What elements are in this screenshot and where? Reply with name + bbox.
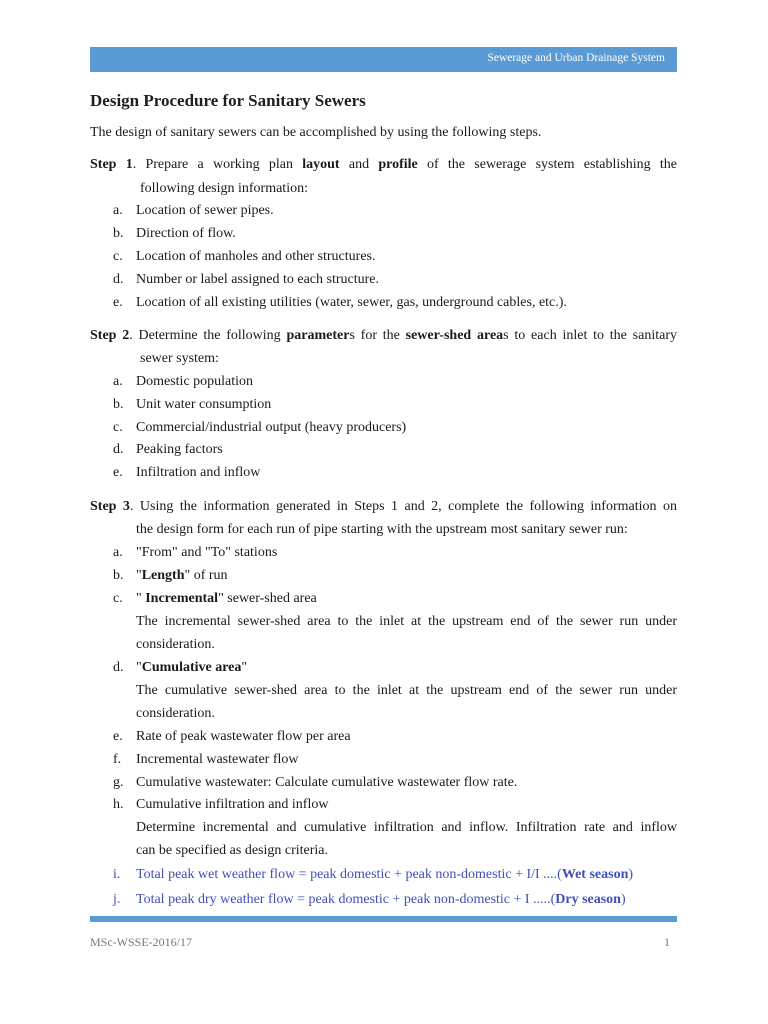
list-marker: b. (113, 397, 124, 412)
list-marker: i. (113, 867, 121, 882)
list-marker: e. (113, 465, 123, 480)
step3-continuation: the design form for each run of pipe starting with the upstream most sanitary sewer run: (136, 522, 628, 537)
footer-bar (90, 916, 677, 922)
list-marker: a. (113, 203, 123, 218)
page-number: 1 (664, 935, 670, 949)
list-item (136, 591, 317, 607)
intro-paragraph: The design of sanitary sewers can be accomplished by using the following steps. (90, 125, 542, 140)
header-bar (90, 47, 677, 72)
list-marker: f. (113, 752, 122, 767)
item-description: The incremental sewer-shed area to the inlet at the upstream end of the sewer run under (136, 614, 677, 629)
list-item: Cumulative infiltration and inflow (136, 797, 329, 812)
list-item: Location of manholes and other structures. (136, 249, 376, 264)
step3-heading (90, 499, 677, 515)
list-marker: d. (113, 442, 124, 457)
bold-dry-season: Dry season (555, 892, 621, 907)
list-marker: d. (113, 660, 124, 675)
step2-bold-sewershed: sewer-shed area (405, 328, 504, 343)
list-item: Unit water consumption (136, 397, 272, 412)
list-marker: e. (113, 729, 123, 744)
step2-text-2: s for the (349, 328, 406, 343)
list-marker: a. (113, 374, 123, 389)
list-item: Domestic population (136, 374, 254, 389)
list-marker: d. (113, 272, 124, 287)
list-marker: c. (113, 249, 123, 264)
item-rest: " of run (184, 568, 228, 583)
footer-course: MSc-WSSE-2016/17 (90, 935, 192, 949)
list-item: "From" and "To" stations (136, 545, 278, 560)
list-item: Commercial/industrial output (heavy producers) (136, 420, 407, 435)
step2-text-1: . Determine the following (129, 328, 287, 343)
bold-length: Length (141, 568, 185, 583)
quote: " (136, 568, 142, 583)
item-rest: " (241, 660, 248, 675)
step2-continuation: sewer system: (140, 351, 219, 366)
formula-text: Total peak dry weather flow = peak domestic + peak non-domestic + I .....( (136, 892, 556, 907)
step2-label: Step 2 (90, 328, 130, 343)
bold-incremental: Incremental (145, 591, 219, 606)
list-marker: h. (113, 797, 124, 812)
list-item: Rate of peak wastewater flow per area (136, 729, 351, 744)
step1-bold-profile: profile (378, 157, 418, 172)
item-description: Determine incremental and cumulative infiltration and inflow. Infiltration rate and inflow (136, 820, 677, 835)
list-item: Cumulative wastewater: Calculate cumulative wastewater flow rate. (136, 775, 518, 790)
item-rest: " sewer-shed area (218, 591, 317, 606)
wet-weather-formula (136, 867, 633, 883)
list-item: Number or label assigned to each structure. (136, 272, 379, 287)
list-marker: c. (113, 420, 123, 435)
dry-weather-formula (136, 892, 626, 908)
step1-text-2: and (339, 157, 379, 172)
step2-heading (90, 328, 677, 344)
list-marker: a. (113, 545, 123, 560)
step1-continuation: following design information: (140, 181, 308, 196)
list-item (136, 568, 228, 584)
quote: " (136, 660, 142, 675)
list-marker: c. (113, 591, 123, 606)
step1-text-1: . Prepare a working plan (132, 157, 303, 172)
formula-text: Total peak wet weather flow = peak domestic + peak non-domestic + I/I ....( (136, 867, 562, 882)
step3-label: Step 3 (90, 499, 130, 514)
item-description: consideration. (136, 637, 215, 652)
step1-text-3: of the sewerage system establishing the (417, 157, 678, 172)
formula-end: ) (628, 867, 634, 882)
step1-heading (90, 157, 677, 173)
step2-text-3: s to each inlet to the sanitary (503, 328, 677, 343)
list-item (136, 660, 247, 676)
formula-end: ) (620, 892, 626, 907)
list-item: Location of sewer pipes. (136, 203, 274, 218)
step3-text-1: . Using the information generated in Steps 1 and 2, complete the following information on (129, 499, 677, 514)
item-description: can be specified as design criteria. (136, 843, 329, 858)
list-item: Incremental wastewater flow (136, 752, 299, 767)
item-description: The cumulative sewer-shed area to the inlet at the upstream end of the sewer run under (136, 683, 677, 698)
step1-label: Step 1 (90, 157, 133, 172)
step1-bold-layout: layout (302, 157, 340, 172)
list-item: Peaking factors (136, 442, 223, 457)
list-item: Infiltration and inflow (136, 465, 261, 480)
list-item: Location of all existing utilities (water, sewer, gas, underground cables, etc.). (136, 295, 567, 310)
list-item: Direction of flow. (136, 226, 236, 241)
list-marker: g. (113, 775, 124, 790)
bold-cumulative-area: Cumulative area (141, 660, 242, 675)
quote: " (136, 591, 146, 606)
step2-bold-parameters: parameter (286, 328, 350, 343)
page-title: Design Procedure for Sanitary Sewers (90, 91, 366, 110)
list-marker: j. (113, 892, 121, 907)
list-marker: b. (113, 226, 124, 241)
header-title: Sewerage and Urban Drainage System (487, 52, 665, 64)
list-marker: b. (113, 568, 124, 583)
bold-wet-season: Wet season (561, 867, 629, 882)
item-description: consideration. (136, 706, 215, 721)
list-marker: e. (113, 295, 123, 310)
